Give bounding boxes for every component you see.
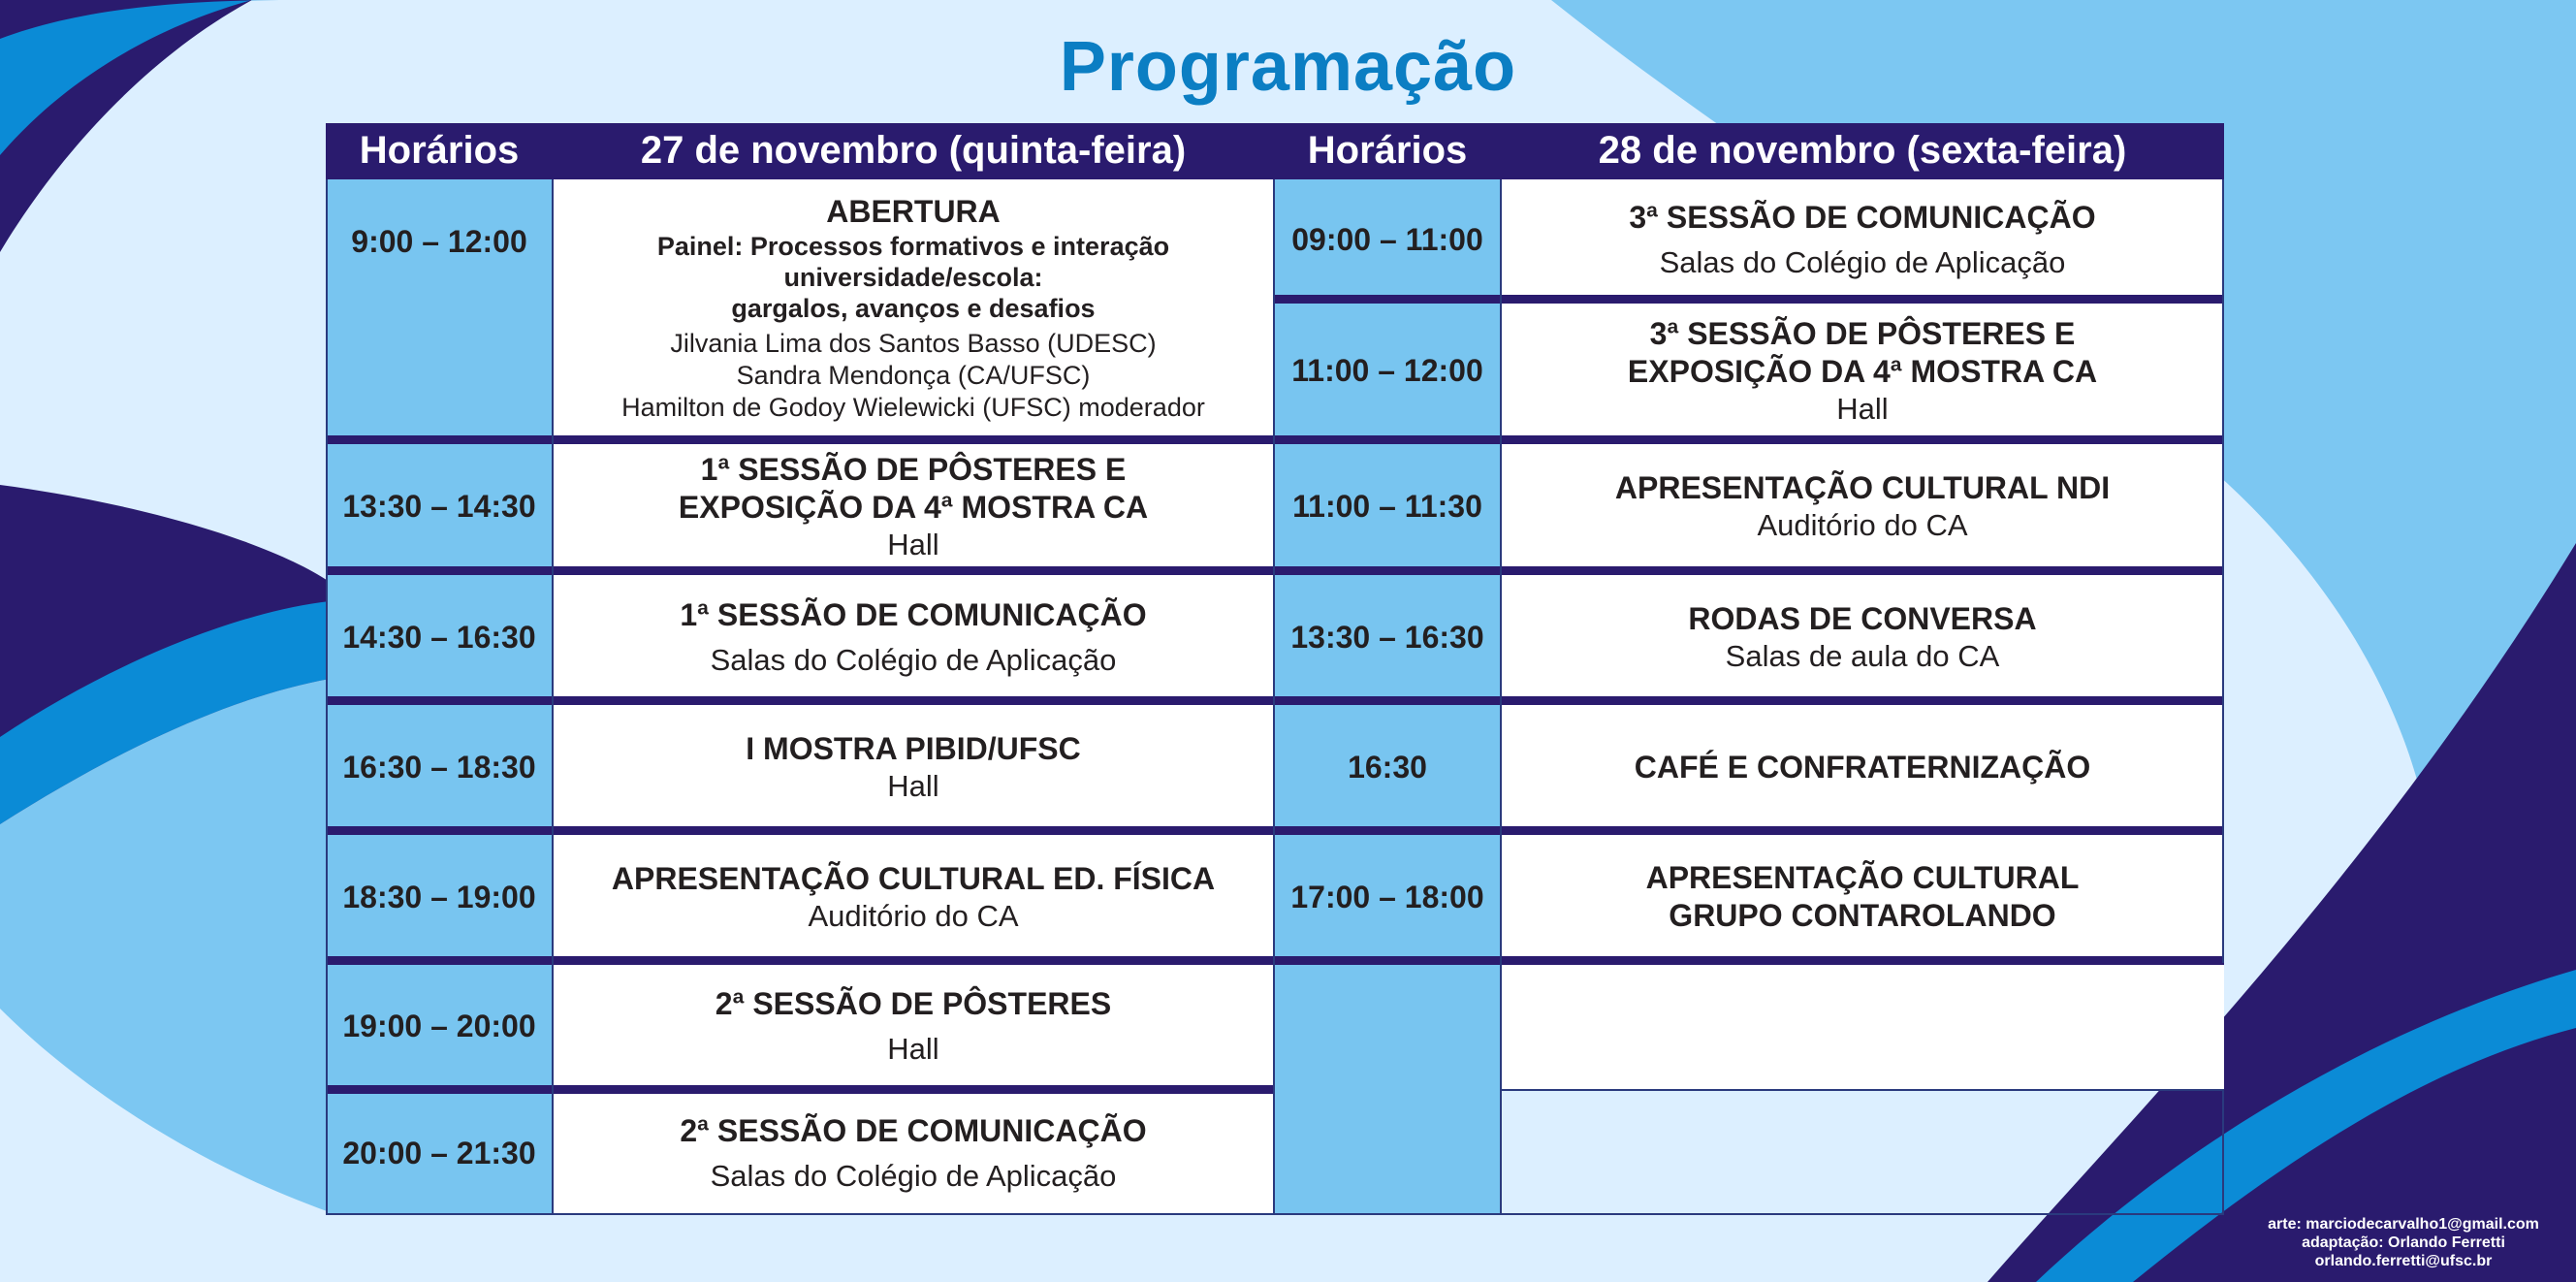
credits (2248, 1215, 2559, 1270)
event-location: Hall (1836, 391, 1889, 426)
time-cell: 16:30 – 18:30 (326, 702, 553, 832)
time-cell: 16:30 (1274, 702, 1501, 832)
time-cell: 11:00 – 11:30 (1274, 441, 1501, 572)
credit-line: orlando.ferretti@ufsc.br (2314, 1253, 2493, 1269)
event-location: Salas do Colégio de Aplicação (710, 1158, 1117, 1193)
event-location: Hall (887, 768, 939, 803)
event-cell-empty (1501, 1091, 2224, 1215)
table-border-right (2222, 179, 2224, 963)
event-location: Salas do Colégio de Aplicação (710, 642, 1117, 677)
event-cell (553, 572, 1274, 702)
header-day-1: 27 de novembro (quinta-feira) (553, 123, 1274, 179)
event-title: 3ª SESSÃO DE PÔSTERES E (1649, 315, 2076, 351)
speaker: Hamilton de Godoy Wielewicki (UFSC) moderador (621, 393, 1205, 422)
panel-line: Painel: Processos formativos e interação (656, 232, 1170, 261)
credit-line: adaptação: Orlando Ferretti (2302, 1234, 2505, 1251)
event-title: APRESENTAÇÃO CULTURAL NDI (1614, 470, 2111, 505)
time-cell: 14:30 – 16:30 (326, 572, 553, 702)
event-title: ABERTURA (826, 194, 1001, 229)
event-title: CAFÉ E CONFRATERNIZAÇÃO (1634, 749, 2091, 785)
event-location: Auditório do CA (1757, 508, 1968, 542)
event-location: Hall (887, 1032, 939, 1066)
event-title: EXPOSIÇÃO DA 4ª MOSTRA CA (1627, 353, 2098, 389)
event-title: APRESENTAÇÃO CULTURAL ED. FÍSICA (611, 860, 1216, 896)
column-line (1500, 179, 1502, 1215)
row-divider (326, 1085, 1274, 1094)
panel-line: gargalos, avanços e desafios (731, 294, 1096, 323)
time-cell: 09:00 – 11:00 (1274, 179, 1501, 301)
event-cell (1501, 301, 2224, 441)
row-divider (1274, 295, 2224, 304)
speaker: Sandra Mendonça (CA/UFSC) (736, 361, 1091, 390)
event-cell (553, 832, 1274, 962)
time-cell: 19:00 – 20:00 (326, 962, 553, 1091)
column-line (1273, 179, 1275, 1215)
event-title: APRESENTAÇÃO CULTURAL (1645, 860, 2080, 895)
time-cell-empty (1274, 962, 1501, 1215)
event-cell (553, 441, 1274, 572)
event-cell (1501, 179, 2224, 301)
row-divider (326, 566, 2224, 575)
panel-line: universidade/escola: (783, 263, 1043, 292)
credit-line: arte: marciodecarvalho1@gmail.com (2268, 1216, 2539, 1233)
table-border-bottom (326, 1213, 1501, 1215)
page-title: Programação (1059, 28, 1517, 106)
header-time-right: Horários (1274, 123, 1501, 179)
time-cell: 13:30 – 14:30 (326, 441, 553, 572)
event-cell (553, 1091, 1274, 1215)
speaker: Jilvania Lima dos Santos Basso (UDESC) (670, 329, 1157, 358)
header-time-left: Horários (326, 123, 553, 179)
event-title: GRUPO CONTAROLANDO (1669, 898, 2056, 933)
row-divider (326, 826, 2224, 835)
event-location: Salas de aula do CA (1725, 638, 2000, 673)
event-title: 1ª SESSÃO DE COMUNICAÇÃO (680, 596, 1147, 632)
time-cell: 11:00 – 12:00 (1274, 301, 1501, 441)
event-title: RODAS DE CONVERSA (1688, 600, 2037, 636)
schedule-table (326, 123, 2224, 1215)
row-divider (326, 696, 2224, 705)
header-day-2: 28 de novembro (sexta-feira) (1501, 123, 2224, 179)
event-cell (1501, 441, 2224, 572)
event-title: 2ª SESSÃO DE COMUNICAÇÃO (680, 1112, 1147, 1148)
event-title: I MOSTRA PIBID/UFSC (746, 730, 1081, 766)
event-cell (553, 702, 1274, 832)
event-cell (1501, 572, 2224, 702)
event-location: Hall (887, 527, 939, 561)
event-location: Auditório do CA (808, 898, 1019, 933)
row-divider (326, 435, 2224, 444)
event-title: 3ª SESSÃO DE COMUNICAÇÃO (1629, 200, 2096, 235)
time-cell: 18:30 – 19:00 (326, 832, 553, 962)
time-cell: 17:00 – 18:00 (1274, 832, 1501, 962)
column-line (552, 179, 554, 1215)
table-border-left (326, 179, 328, 1215)
event-title: 2ª SESSÃO DE PÔSTERES (715, 986, 1112, 1021)
event-location: Salas do Colégio de Aplicação (1659, 245, 2066, 279)
row-divider (326, 956, 2224, 965)
event-abertura (553, 179, 1274, 441)
event-title: 1ª SESSÃO DE PÔSTERES E (700, 451, 1127, 487)
event-cell-empty (1501, 962, 2224, 1091)
event-title: EXPOSIÇÃO DA 4ª MOSTRA CA (678, 489, 1149, 525)
time-cell: 13:30 – 16:30 (1274, 572, 1501, 702)
event-cell (1501, 702, 2224, 832)
event-cell (1501, 832, 2224, 962)
event-cell (553, 962, 1274, 1091)
time-cell: 20:00 – 21:30 (326, 1091, 553, 1215)
time-cell: 9:00 – 12:00 (326, 179, 553, 441)
